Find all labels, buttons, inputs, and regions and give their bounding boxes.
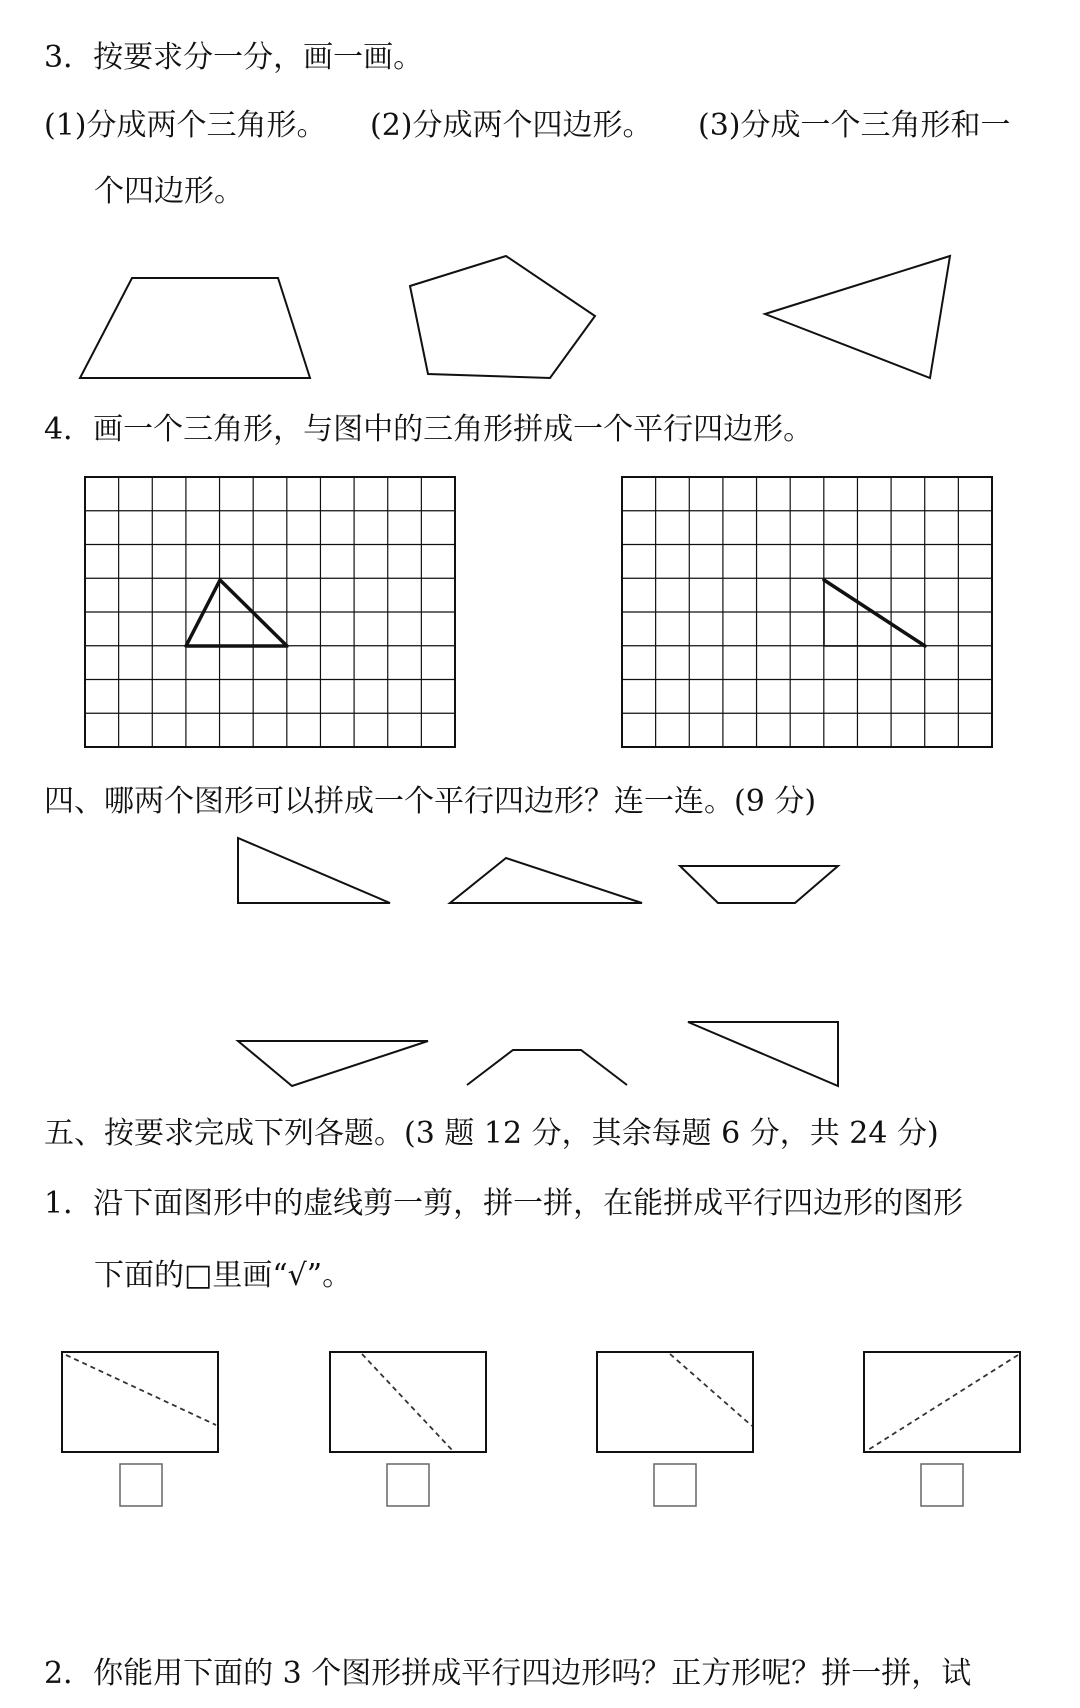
right-triangle-top (238, 838, 390, 903)
trapezoid-shape (80, 278, 310, 378)
cut-figure-2 (330, 1352, 486, 1452)
q3-part3-line2: 个四边形。 (94, 174, 244, 209)
section5-title: 五、按要求完成下列各题。(3 题 12 分，其余每题 6 分，共 24 分) (44, 1116, 939, 1151)
triangle-shape (765, 256, 950, 378)
answer-box-2[interactable] (387, 1464, 429, 1506)
answer-box-1[interactable] (120, 1464, 162, 1506)
trapezoid-top (680, 866, 838, 903)
q3-part2: (2)分成两个四边形。 (370, 108, 653, 143)
answer-box-3[interactable] (654, 1464, 696, 1506)
section5-q1-line1: 1．沿下面图形中的虚线剪一剪，拼一拼，在能拼成平行四边形的图形 (44, 1186, 964, 1221)
given-triangle-left (186, 580, 287, 646)
obtuse-triangle-top (450, 858, 642, 903)
grid-left (85, 477, 455, 747)
open-trapezoid-bottom (467, 1050, 627, 1085)
grid-right (622, 477, 992, 747)
q3-title: 3．按要求分一分，画一画。 (44, 40, 424, 75)
section5-q1-line2: 下面的□里画“√”。 (94, 1258, 353, 1293)
q4-title: 4．画一个三角形，与图中的三角形拼成一个平行四边形。 (44, 412, 814, 447)
given-hypotenuse-right (824, 580, 925, 646)
section4-title: 四、哪两个图形可以拼成一个平行四边形？连一连。(9 分) (44, 784, 817, 819)
q3-part1: (1)分成两个三角形。 (44, 108, 327, 143)
q3-part3-line1: (3)分成一个三角形和一 (698, 108, 1011, 143)
cut-figure-1 (62, 1352, 218, 1452)
cut-figure-4 (864, 1352, 1020, 1452)
pentagon-shape (410, 256, 595, 378)
section5-q2-line1: 2．你能用下面的 3 个图形拼成平行四边形吗？正方形呢？拼一拼，试 (44, 1656, 972, 1691)
obtuse-triangle-bottom (238, 1041, 428, 1086)
cut-figure-3 (597, 1352, 753, 1452)
answer-box-4[interactable] (921, 1464, 963, 1506)
right-triangle-bottom (688, 1022, 838, 1086)
